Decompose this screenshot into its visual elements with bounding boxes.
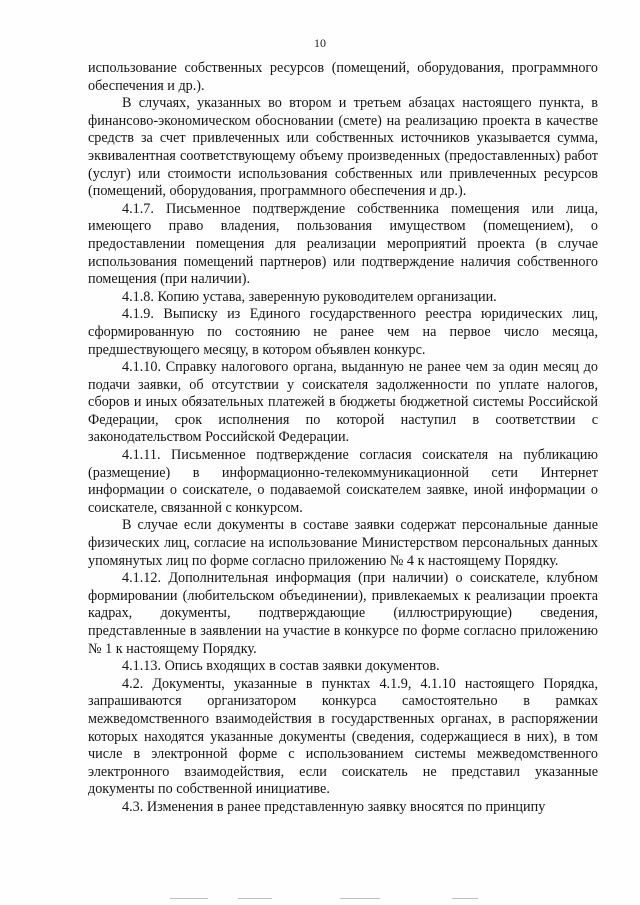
page-number: 10: [314, 36, 326, 50]
paragraph-4-2: 4.2. Документы, указанные в пунктах 4.1.9, 4.1.10 настоящего Порядка, запрашиваются организатором конкурса самостоятельно в рамках межведомственного взаимодействия в государственных органах, в распоряжении которых находятся указанные документы (сведения, содержащиеся в них), в том числе в электронной форме с использованием системы межведомственного электронного взаимодействия, если соискатель не представил указанные документы по собственной инициативе.: [88, 675, 598, 798]
paragraph-continuation: использование собственных ресурсов (помещений, оборудования, программного обеспечения и др.).: [88, 60, 598, 94]
paragraph-4-1-11: 4.1.11. Письменное подтверждение согласия соискателя на публикацию (размещение) в информационно-телекоммуникационной сети Интернет информации о соискателе, о подаваемой соискателем заявке, иной информации о соискателе, связанной с конкурсом.: [88, 447, 598, 516]
paragraph-cases: В случаях, указанных во втором и третьем абзацах настоящего пункта, в финансово-экономическом обосновании (смете) на реализацию проекта в качестве средств за счет привлеченных или собственных источников указывается сумма, эквивалентная соответствующему объему произведенных (предоставленных) работ (услуг) или стоимости использования собственных или привлеченных ресурсов (помещений, оборудования, программного обеспечения и др.).: [88, 95, 598, 200]
paragraph-4-1-10: 4.1.10. Справку налогового органа, выданную не ранее чем за один месяц до подачи заявки, об отсутствии у соискателя задолженности по уплате налогов, сборов и иных обязательных платежей в бюджеты бюджетной системы Российской Федерации, срок исполнения по которой наступил в соответствии с законодательством Российской Федерации.: [88, 359, 598, 446]
scan-footer-marks: [170, 896, 500, 902]
paragraph-personal-data: В случае если документы в составе заявки содержат персональные данные физических лиц, согласие на использование Министерством персональных данных упомянутых лиц по форме согласно приложению № 4 к настоящему Порядку.: [88, 517, 598, 569]
paragraph-4-1-9: 4.1.9. Выписку из Единого государственного реестра юридических лиц, сформированную по состоянию не ранее чем на первое число месяца, предшествующего месяцу, в котором объявлен конкурс.: [88, 306, 598, 358]
paragraph-4-1-12: 4.1.12. Дополнительная информация (при наличии) о соискателе, клубном формировании (любительском объединении), привлекаемых к реализации проекта кадрах, документы, подтверждающие (иллюстрирующие) сведения, представленные в заявлении на участие в конкурсе по форме согласно приложению № 1 к настоящему Порядку.: [88, 570, 598, 657]
document-body: [88, 60, 598, 817]
paragraph-4-1-13: 4.1.13. Опись входящих в состав заявки документов.: [122, 658, 440, 675]
paragraph-4-1-8: 4.1.8. Копию устава, заверенную руководителем организации.: [122, 288, 497, 305]
paragraph-4-3: 4.3. Изменения в ранее представленную заявку вносятся по принципу: [122, 798, 546, 815]
paragraph-4-1-7: 4.1.7. Письменное подтверждение собственника помещения или лица, имеющего право владения, пользования имуществом (помещением), о предоставлении помещения для реализации мероприятий проекта (в случае использования помещений партнеров) или подтверждение наличия собственного помещения (при наличии).: [88, 200, 598, 288]
